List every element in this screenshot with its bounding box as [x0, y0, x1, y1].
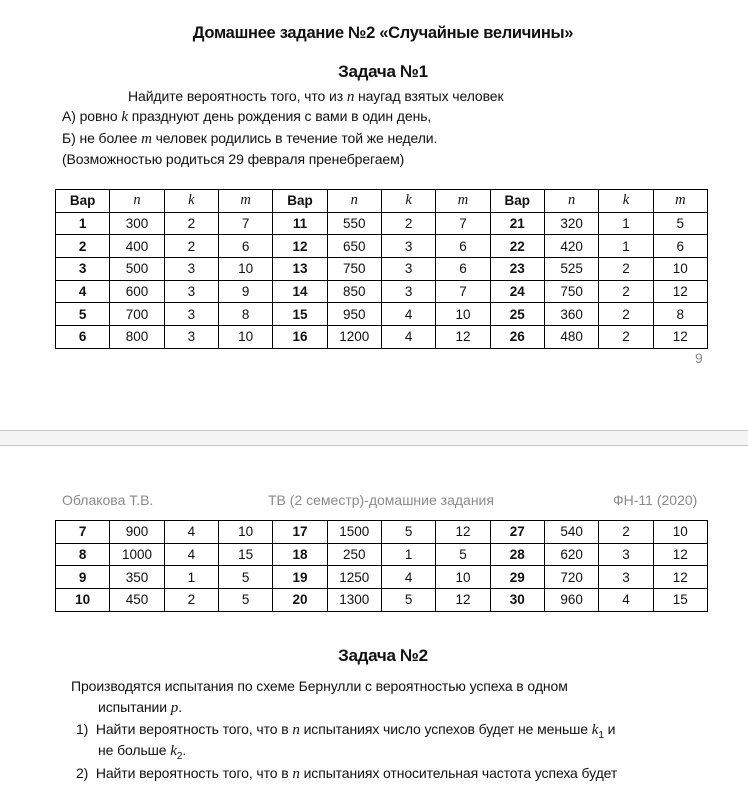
- table-cell: 1500: [327, 521, 381, 544]
- table-row: [56, 280, 708, 303]
- math-var: n: [292, 722, 300, 738]
- table-cell: 15: [653, 589, 707, 612]
- column-header: k: [599, 190, 653, 213]
- math-var: n: [346, 89, 355, 105]
- text: празднуют день рождения с вами в один день,: [127, 108, 432, 124]
- column-header: Вар: [490, 190, 544, 213]
- table-row: [56, 258, 708, 281]
- table-cell: 12: [436, 521, 490, 544]
- table-cell: 5: [218, 566, 272, 589]
- math-var: k: [170, 743, 177, 759]
- text: .: [182, 742, 187, 758]
- table-cell: 2: [164, 235, 218, 258]
- column-header: n: [327, 190, 381, 213]
- table-cell: 2: [599, 280, 653, 303]
- table-cell: 6: [436, 235, 490, 258]
- table-cell: 1250: [327, 566, 381, 589]
- table-cell: 5: [653, 212, 707, 235]
- variant-number-cell: 15: [273, 303, 327, 326]
- text: Найдите вероятность того, что из: [128, 88, 347, 104]
- table-cell: 480: [544, 326, 598, 349]
- table-cell: 4: [381, 326, 435, 349]
- variant-number-cell: 19: [273, 566, 327, 589]
- variant-number-cell: 12: [273, 235, 327, 258]
- table-cell: 6: [218, 235, 272, 258]
- task2-heading: Задача №2: [338, 646, 428, 665]
- table-cell: 7: [436, 212, 490, 235]
- table-cell: 750: [327, 258, 381, 281]
- header-course: ТВ (2 семестр)-домашние задания: [268, 492, 494, 508]
- task2-item-1: [76, 721, 615, 741]
- math-var: m: [141, 131, 152, 147]
- column-header: Вар: [56, 190, 110, 213]
- variant-number-cell: 8: [56, 543, 110, 566]
- table-cell: 500: [110, 258, 164, 281]
- header-author: Облакова Т.В.: [62, 492, 154, 508]
- text: А) ровно: [62, 108, 122, 124]
- table-cell: 4: [381, 566, 435, 589]
- table-cell: 960: [544, 589, 598, 612]
- text: испытаниях число успехов будет не меньше: [299, 721, 592, 737]
- table-row: [56, 303, 708, 326]
- task1-item-a: [62, 108, 431, 126]
- table-cell: 3: [164, 258, 218, 281]
- table-cell: 400: [110, 235, 164, 258]
- text: не больше: [98, 742, 171, 758]
- variant-number-cell: 18: [273, 543, 327, 566]
- table-cell: 3: [599, 543, 653, 566]
- table-cell: 9: [218, 280, 272, 303]
- table-cell: 360: [544, 303, 598, 326]
- text: Найти вероятность того, что в: [95, 765, 293, 781]
- table-cell: 2: [164, 212, 218, 235]
- column-header: n: [110, 190, 164, 213]
- variant-number-cell: 5: [56, 303, 110, 326]
- list-number: 2): [76, 765, 89, 781]
- table-cell: 10: [218, 326, 272, 349]
- table-cell: 2: [599, 326, 653, 349]
- table-cell: 850: [327, 280, 381, 303]
- table-cell: 650: [327, 235, 381, 258]
- task1-item-b: [62, 130, 437, 148]
- variant-number-cell: 7: [56, 521, 110, 544]
- variant-number-cell: 23: [490, 258, 544, 281]
- variant-number-cell: 9: [56, 566, 110, 589]
- table-cell: 6: [436, 258, 490, 281]
- variant-number-cell: 11: [273, 212, 327, 235]
- table-cell: 10: [218, 521, 272, 544]
- variant-number-cell: 25: [490, 303, 544, 326]
- table-cell: 12: [436, 326, 490, 349]
- table-cell: 12: [653, 326, 707, 349]
- table-cell: 350: [110, 566, 164, 589]
- variant-number-cell: 30: [490, 589, 544, 612]
- table-cell: 5: [381, 589, 435, 612]
- column-header: Вар: [273, 190, 327, 213]
- table-cell: 550: [327, 212, 381, 235]
- table-row: [56, 235, 708, 258]
- task1-note: (Возможностью родиться 29 февраля пренебрегаем): [62, 151, 405, 167]
- variant-number-cell: 6: [56, 326, 110, 349]
- task1-intro: [128, 88, 504, 106]
- table-cell: 1: [599, 212, 653, 235]
- subscript: 2: [176, 750, 183, 762]
- table-cell: 320: [544, 212, 598, 235]
- text: Б) не более: [62, 130, 142, 146]
- table-header-row: [56, 190, 708, 213]
- table-cell: 3: [164, 280, 218, 303]
- table-cell: 7: [218, 212, 272, 235]
- variant-number-cell: 29: [490, 566, 544, 589]
- table-cell: 5: [218, 589, 272, 612]
- table-cell: 620: [544, 543, 598, 566]
- table-cell: 1: [164, 566, 218, 589]
- table-cell: 4: [381, 303, 435, 326]
- table-cell: 4: [164, 543, 218, 566]
- table-cell: 3: [599, 566, 653, 589]
- math-var: k: [591, 722, 599, 738]
- text: и: [603, 721, 616, 737]
- column-header: m: [218, 190, 272, 213]
- task2-intro-cont: [98, 699, 182, 717]
- table-cell: 1000: [110, 543, 164, 566]
- table-cell: 12: [653, 543, 707, 566]
- table-row: [56, 212, 708, 235]
- text: человек родились в течение той же недели.: [151, 130, 438, 146]
- table-cell: 10: [436, 303, 490, 326]
- table-cell: 10: [436, 566, 490, 589]
- table-cell: 2: [164, 589, 218, 612]
- table-row: [56, 326, 708, 349]
- table-row: [56, 566, 708, 589]
- table-cell: 10: [653, 258, 707, 281]
- task2-item-1-cont: [98, 742, 186, 762]
- task1-heading: Задача №1: [338, 62, 428, 81]
- table-cell: 750: [544, 280, 598, 303]
- table-cell: 3: [381, 235, 435, 258]
- table-cell: 3: [381, 258, 435, 281]
- text: наугад взятых человек: [354, 88, 504, 104]
- table-cell: 4: [599, 589, 653, 612]
- table-cell: 4: [164, 521, 218, 544]
- table-cell: 1: [599, 235, 653, 258]
- table-cell: 12: [653, 566, 707, 589]
- table-row: [56, 589, 708, 612]
- header-group: ФН-11 (2020): [613, 492, 698, 508]
- table-cell: 300: [110, 212, 164, 235]
- subscript: 1: [598, 729, 604, 741]
- table-cell: 800: [110, 326, 164, 349]
- page-number: 9: [695, 350, 703, 366]
- table-cell: 10: [653, 521, 707, 544]
- table-cell: 450: [110, 589, 164, 612]
- table-cell: 1300: [327, 589, 381, 612]
- variant-number-cell: 3: [56, 258, 110, 281]
- table-cell: 8: [218, 303, 272, 326]
- text: испытании: [98, 699, 171, 715]
- math-var: n: [292, 766, 300, 782]
- math-var: p: [170, 700, 179, 716]
- variant-number-cell: 26: [490, 326, 544, 349]
- table-cell: 2: [599, 521, 653, 544]
- column-header: k: [381, 190, 435, 213]
- table-cell: 250: [327, 543, 381, 566]
- variants-table-2: [55, 520, 708, 612]
- text: Найти вероятность того, что в: [95, 721, 293, 737]
- table-cell: 525: [544, 258, 598, 281]
- document-title: Домашнее задание №2 «Случайные величины»: [192, 24, 574, 42]
- table-cell: 5: [381, 521, 435, 544]
- table-cell: 540: [544, 521, 598, 544]
- variant-number-cell: 14: [273, 280, 327, 303]
- task2-item-2: [76, 765, 617, 783]
- table-cell: 3: [164, 326, 218, 349]
- variant-number-cell: 16: [273, 326, 327, 349]
- table-cell: 420: [544, 235, 598, 258]
- variant-number-cell: 17: [273, 521, 327, 544]
- variant-number-cell: 1: [56, 212, 110, 235]
- variant-number-cell: 2: [56, 235, 110, 258]
- variant-number-cell: 24: [490, 280, 544, 303]
- table-cell: 5: [436, 543, 490, 566]
- column-header: m: [436, 190, 490, 213]
- table-cell: 3: [381, 280, 435, 303]
- variant-number-cell: 22: [490, 235, 544, 258]
- column-header: n: [544, 190, 598, 213]
- table-cell: 700: [110, 303, 164, 326]
- table-cell: 600: [110, 280, 164, 303]
- table-cell: 3: [164, 303, 218, 326]
- table-cell: 8: [653, 303, 707, 326]
- variant-number-cell: 4: [56, 280, 110, 303]
- table-cell: 6: [653, 235, 707, 258]
- variant-number-cell: 27: [490, 521, 544, 544]
- column-header: k: [164, 190, 218, 213]
- table-cell: 1: [381, 543, 435, 566]
- table-row: [56, 521, 708, 544]
- table-cell: 7: [436, 280, 490, 303]
- math-var: k: [121, 109, 128, 125]
- variant-number-cell: 10: [56, 589, 110, 612]
- table-cell: 1200: [327, 326, 381, 349]
- table-cell: 10: [218, 258, 272, 281]
- table-cell: 2: [599, 258, 653, 281]
- variant-number-cell: 20: [273, 589, 327, 612]
- variant-number-cell: 28: [490, 543, 544, 566]
- table-cell: 12: [436, 589, 490, 612]
- table-cell: 720: [544, 566, 598, 589]
- table-cell: 15: [218, 543, 272, 566]
- table-row: [56, 543, 708, 566]
- text: испытаниях относительная частота успеха будет: [299, 765, 618, 781]
- text: .: [178, 699, 182, 715]
- variant-number-cell: 13: [273, 258, 327, 281]
- table-cell: 2: [381, 212, 435, 235]
- table-cell: 12: [653, 280, 707, 303]
- table-cell: 950: [327, 303, 381, 326]
- variants-table-1: [55, 189, 708, 349]
- table-cell: 900: [110, 521, 164, 544]
- list-number: 1): [76, 721, 89, 737]
- task2-intro: Производятся испытания по схеме Бернулли с вероятностью успеха в одном: [71, 678, 568, 694]
- page-break: [0, 430, 748, 446]
- column-header: m: [653, 190, 707, 213]
- variant-number-cell: 21: [490, 212, 544, 235]
- table-cell: 2: [599, 303, 653, 326]
